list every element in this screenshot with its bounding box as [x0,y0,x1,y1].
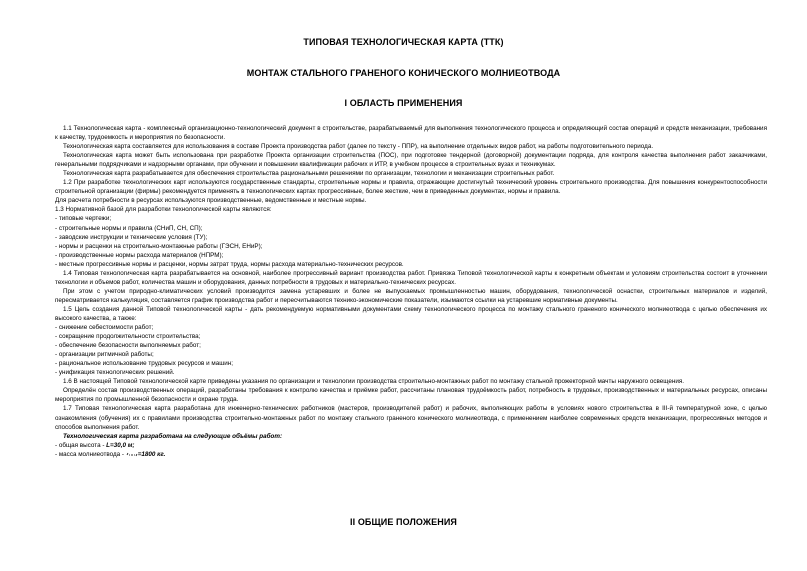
paragraph-climate: При этом с учетом природно-климатических условий производится замена устаревших и более не выпускаемых промышленностью машин, оборудования, технологической оснастки, строительных материалов и изделий, пересматривается калькуляция, составляется график производства работ и пересчитываются технико-экономические показатели, изымаются ссылки на устаревшие нормативные документы. [55,287,767,304]
paragraph-operations: Определён состав производственных операций, разработаны требования к контролю качества и приёмке работ, рассчитаны плановая трудоёмкость работ, потребность в трудовых, производственных и материальных ресурсах, описаны мероприятия по промышленной безопасности и охране труда. [55,387,767,404]
document-title: ТИПОВАЯ ТЕХНОЛОГИЧЕСКАЯ КАРТА (ТТК) [303,37,504,47]
volume-height [55,441,767,450]
paragraph-1-1: 1.1 Технологическая карта - комплексный организационно-технологический документ в строительстве, разрабатываемый для выполнения технологического процесса и определяющий состав операций и средств механизации, требования к качеству, трудоемкость и мероприятия по безопасности. [55,125,767,142]
paragraph-norms: Для расчета потребности в ресурсах используются производственные, ведомственные и местные нормы. [55,197,367,205]
list-item: - местные прогрессивные нормы и расценки, нормы затрат труда, нормы расхода материально-технических ресурсов. [55,260,404,268]
list-item: - нормы и расценки на строительно-монтажные работы (ГЭСН, ЕНиР); [55,242,263,250]
volume-mass [55,450,767,459]
list-item: - строительные нормы и правила (СНиП, СН, СП); [55,224,203,232]
list-item: - сокращение продолжительности строительства; [55,333,201,341]
paragraph-ppr: Технологическая карта составляется для использования в составе Проекта производства работ (далее по тексту - ППР), на выполнение отдельных видов работ, на работы подготовительного периода. [63,143,654,151]
paragraph-1-3: 1.3 Нормативной базой для разработки технологической карты являются: [55,206,272,214]
volume-height-label: - общая высота - [55,441,107,449]
list-item: - производственные нормы расхода материалов (НПРМ); [55,251,224,259]
list-item: - заводские инструкции и технические условия (ТУ); [55,233,208,241]
paragraph-purpose: Технологическая карта разрабатывается для обеспечения строительства рациональными решениями по организации, технологии и механизации строительных работ. [63,170,555,178]
paragraph-1-7: 1.7 Типовая технологическая карта разработана для инженерно-технических работников (мастеров, производителей работ) и рабочих, выполняющих работы в условиях нового строительства в III-й температурной зоне, с целью ознакомления (обучения) их с правилами производства строительно-монтажных работ по монтажу стального граненого конического молниеотвода, с применением наиболее современных средств механизации, прогрессивных методов и способов выполнения работ. [55,405,767,431]
list-item: - рациональное использование трудовых ресурсов и машин; [55,360,234,368]
paragraph-1-5: 1.5 Цель создания данной Типовой технологической карты - дать рекомендуемую нормативными документами схему технологического процесса по монтажу стального граненого конического молниеотвода с целью обеспечения их высокого качества, а также: [55,305,767,322]
list-item: - унификация технологических решений. [55,369,175,377]
formula-symbol-icon [126,451,138,457]
paragraph-pos: Технологическая карта может быть использована при разработке Проекта организации строительства (ПОС), при подготовке тендерной (договорной) документации подряда, для контроля качества выполнения работ заказчиками, генеральными подрядчиками и надзорными органами, при обучении и повышении квалификации рабочих и ИТР, в учебном процессе в строительных вузах и техникумах. [55,152,767,169]
list-item: - организации ритмичной работы; [55,351,154,359]
list-item: - типовые чертежи; [55,215,112,223]
paragraph-1-6: 1.6 В настоящей Типовой технологической карте приведены указания по организации и технологии производства строительно-монтажных работ по монтажу стальной прожекторной мачты наружного освещения. [63,378,685,386]
volume-mass-value: =1800 кг. [137,450,166,458]
volume-mass-label: - масса молниеотвода - [55,450,126,458]
volumes-heading: Технологическая карта разработана на следующие объёмы работ: [63,432,283,440]
volume-height-value: L=30,0 м; [106,441,135,449]
section-1-body [55,124,767,459]
paragraph-1-4: 1.4 Типовая технологическая карта разрабатывается на основной, наиболее прогрессивный вариант производства работ. Привязка Типовой технологической карты к конкретным объектам и условиям строительства состоит в уточнении технологии и объемов работ, количества машин и оборудования, данных потребности в трудовых и материально-технических ресурсах. [55,269,767,286]
section-2-heading: II ОБЩИЕ ПОЛОЖЕНИЯ [350,517,457,527]
list-item: - обеспечение безопасности выполняемых работ; [55,342,201,350]
section-1-heading: I ОБЛАСТЬ ПРИМЕНЕНИЯ [344,98,463,108]
list-item: - снижение себестоимости работ; [55,324,154,332]
document-subtitle: МОНТАЖ СТАЛЬНОГО ГРАНЕНОГО КОНИЧЕСКОГО МОЛНИЕОТВОДА [246,68,561,78]
paragraph-1-2: 1.2 При разработке технологических карт используются государственные стандарты, строительные нормы и правила, отражающие достигнутый технический уровень строительного производства. Для повышения конкурентоспособности строительной организации (фирмы) рекомендуется применять в технологических картах прогрессивные, более жесткие, чем в приведенных документах, нормы и правила. [55,179,767,196]
